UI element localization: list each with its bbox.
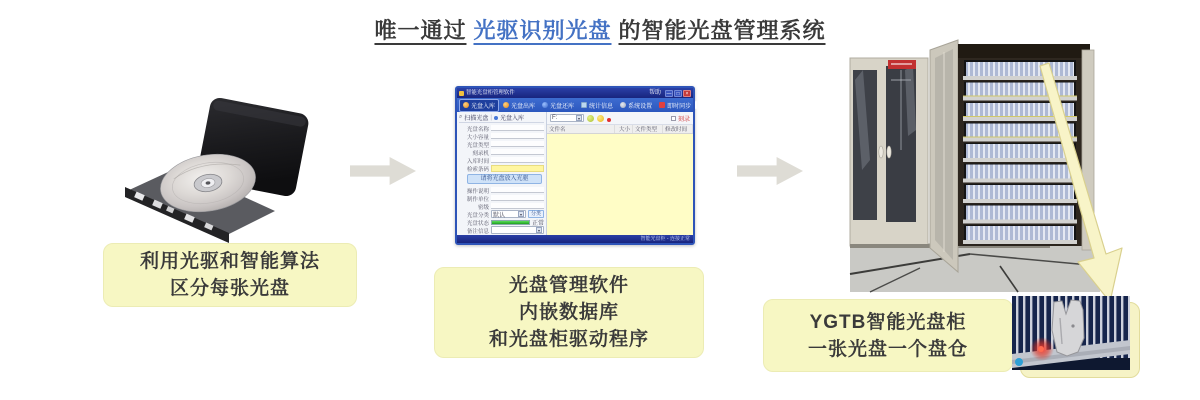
- pointer-arrow-icon: [1030, 58, 1140, 306]
- file-list-area[interactable]: [547, 134, 693, 235]
- form-row: 大小容量: [459, 132, 544, 140]
- toolbar-button-disc-return[interactable]: 光盘还库: [539, 100, 577, 111]
- title-suffix: 的智能光盘管理系统: [618, 18, 826, 43]
- sync-icon: [659, 102, 665, 108]
- text-field[interactable]: [491, 141, 544, 147]
- close-button[interactable]: ×: [683, 90, 691, 97]
- gripper-mechanism: [1052, 300, 1084, 356]
- caption-step3: [763, 299, 1013, 372]
- software-window-title: 智能光盘柜管理软件: [466, 90, 515, 96]
- caption-line: 内嵌数据库: [518, 302, 619, 323]
- text-field[interactable]: [491, 125, 544, 131]
- help-menu[interactable]: 帮助: [648, 90, 661, 96]
- chevron-down-icon: ▾: [537, 228, 540, 233]
- software-body: [457, 112, 693, 235]
- maximize-button[interactable]: □: [674, 90, 682, 97]
- caption-line: 利用光驱和智能算法: [139, 251, 320, 272]
- category-select[interactable]: 默认 ▾: [491, 210, 526, 218]
- disc-in-icon: [463, 102, 469, 108]
- caption-line: 光盘管理软件: [508, 275, 629, 296]
- caption-line: YGTB智能光盘柜: [809, 311, 967, 333]
- title-highlight: 光驱识别光盘: [473, 18, 612, 43]
- status-row: 光盘状态 正常: [459, 218, 544, 226]
- title-prefix: 唯一通过: [374, 18, 467, 43]
- software-toolbar: [457, 98, 693, 112]
- file-list-panel: [547, 112, 693, 235]
- caption-line: 和光盘柜驱动程序: [488, 329, 649, 350]
- category-button[interactable]: 分类: [528, 210, 544, 218]
- software-window: [455, 86, 695, 245]
- disc-slot-image: [1012, 296, 1130, 370]
- form-row: 操作说明: [459, 186, 544, 194]
- scan-disc-button[interactable]: 请将光盘放入光驱: [467, 174, 542, 184]
- statistics-icon: [581, 102, 587, 108]
- text-field[interactable]: [491, 133, 544, 139]
- disc-icon[interactable]: [597, 115, 604, 122]
- software-statusbar: 智能光盘柜 - 连接正常: [457, 235, 693, 243]
- caption-line: 区分每张光盘: [169, 278, 290, 299]
- form-row: 光盘类型: [459, 140, 544, 148]
- column-filename[interactable]: 文件名: [547, 125, 615, 133]
- caption-step1: [103, 243, 357, 307]
- status-value: 正常: [531, 220, 544, 227]
- disc-return-icon: [542, 102, 548, 108]
- column-size[interactable]: 大小: [615, 125, 633, 133]
- disc-out-icon: [503, 102, 509, 108]
- form-row: 入库时间: [459, 156, 544, 164]
- text-field[interactable]: [491, 187, 544, 193]
- tab-scan-disc[interactable]: 扫描光盘: [464, 116, 489, 122]
- folder-icon[interactable]: [587, 115, 594, 122]
- toolbar-button-sync[interactable]: 即时同步: [656, 100, 694, 111]
- column-filetype[interactable]: 文件类型: [633, 125, 663, 133]
- caption-step2: [434, 267, 704, 358]
- chevron-down-icon: ▾: [577, 116, 580, 121]
- text-field[interactable]: [491, 203, 544, 209]
- burn-option: 刻录: [671, 114, 690, 123]
- form-row: 光盘名称: [459, 124, 544, 132]
- toolbar-button-disc-out[interactable]: 光盘出库: [500, 100, 538, 111]
- file-list-header: [547, 125, 693, 134]
- gear-icon: [620, 102, 626, 108]
- record-indicator-icon: [607, 118, 611, 122]
- form-row: 检索条码: [459, 164, 544, 172]
- caption-line: 一张光盘一个盘仓: [807, 338, 968, 360]
- toolbar-button-statistics[interactable]: 统计信息: [578, 100, 616, 111]
- minimize-button[interactable]: —: [666, 90, 672, 97]
- column-modified[interactable]: 修改时间: [663, 125, 693, 133]
- flag-icon: [695, 101, 697, 109]
- drive-select[interactable]: F: ▾: [550, 114, 584, 122]
- toolbar-button-disc-in[interactable]: 光盘入库: [459, 99, 499, 112]
- software-titlebar: [457, 88, 693, 98]
- tab-disc-in[interactable]: 光盘入库: [499, 116, 524, 122]
- optical-drive-photo: [105, 95, 335, 240]
- text-field[interactable]: [491, 149, 544, 155]
- toolbar-button-settings[interactable]: 系统设置: [617, 100, 655, 111]
- form-row: 制作单位: [459, 194, 544, 202]
- text-field[interactable]: [491, 195, 544, 201]
- burn-checkbox[interactable]: [671, 116, 676, 121]
- blue-indicator-icon: [1015, 358, 1023, 366]
- flow-arrow-icon: [350, 157, 416, 185]
- note-row: 备注信息 ▾: [459, 226, 544, 234]
- status-progress-bar: [491, 220, 530, 225]
- category-row: 光盘分类 默认 ▾ 分类: [459, 210, 544, 218]
- form-panel: [457, 112, 547, 235]
- highlighted-text-field[interactable]: [491, 165, 544, 172]
- file-controls-row: [547, 112, 693, 125]
- flow-arrow-icon: [737, 157, 803, 185]
- bullet-icon: [494, 116, 498, 120]
- text-field[interactable]: [491, 157, 544, 163]
- app-icon: [459, 91, 464, 96]
- disc-slot-closeup: [1012, 296, 1142, 380]
- form-row: 密级: [459, 202, 544, 210]
- panel-tabs: ⌕ 扫描光盘 | 光盘入库: [459, 113, 544, 123]
- form-row: 刻录机: [459, 148, 544, 156]
- scan-icon: ⌕: [459, 114, 463, 120]
- chevron-down-icon: ▾: [519, 212, 522, 217]
